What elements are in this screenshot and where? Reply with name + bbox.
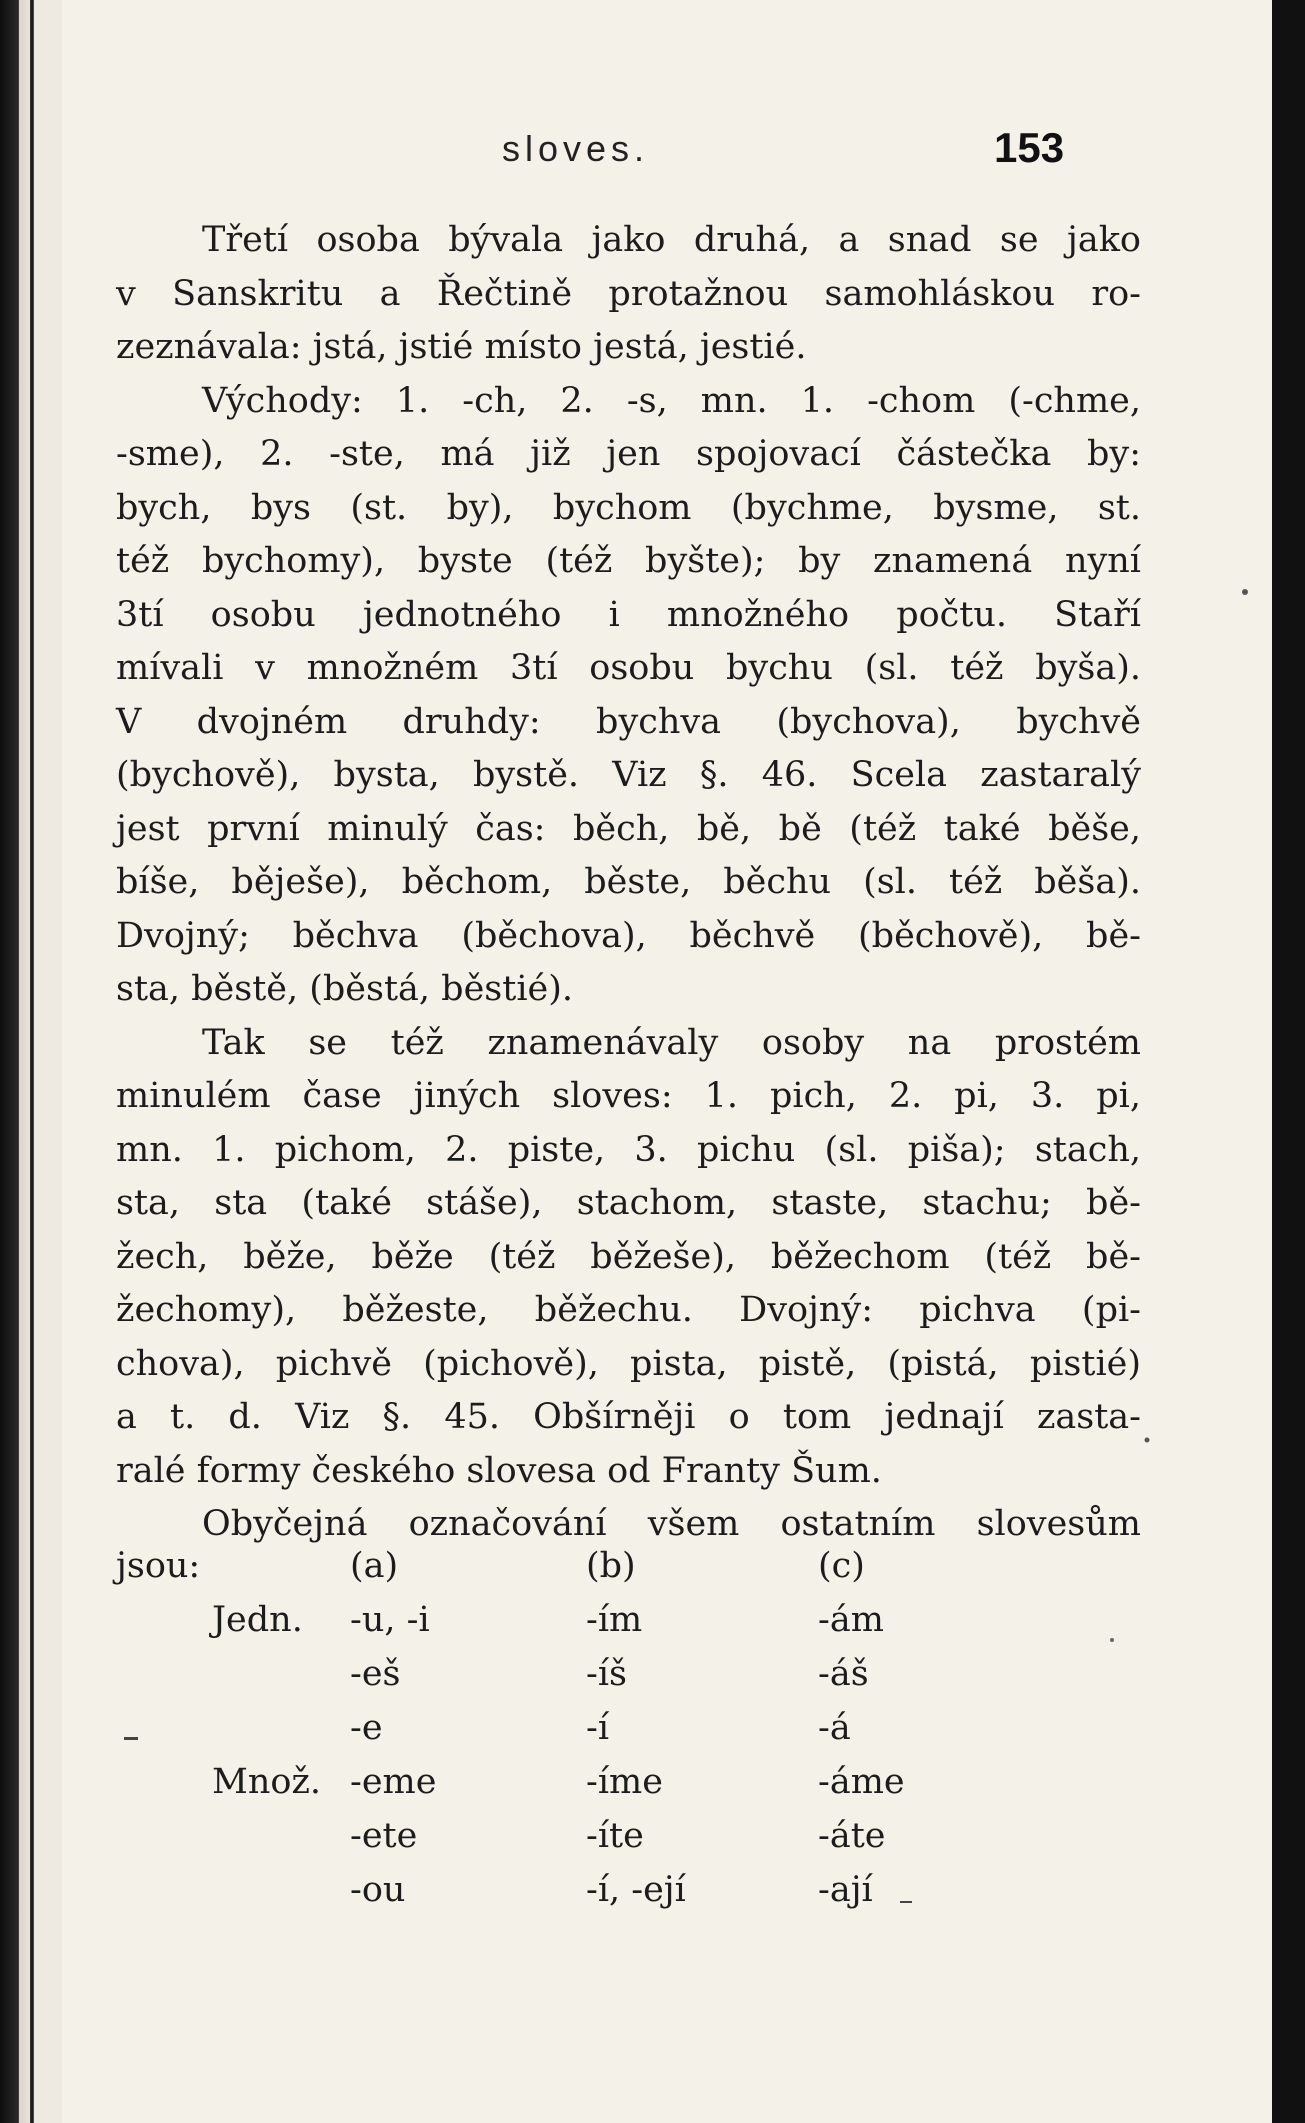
text-line: v Sanskritu a Řečtině protažnou samohláskou ro- [116, 273, 1141, 314]
text-line: též bychomy), byste (též byšte); by znamená nyní [116, 541, 1141, 581]
ending-a: -eš [350, 1654, 401, 1694]
ending-b: -ím [586, 1600, 643, 1640]
row-label: Jedn. [212, 1600, 303, 1640]
ending-c: -ají [818, 1870, 873, 1910]
ending-b: -í, -ejí [586, 1870, 686, 1910]
scan-border [1272, 0, 1305, 2123]
ending-b: -íte [586, 1816, 644, 1856]
ending-a: -e [350, 1708, 383, 1748]
ending-b: -í [586, 1708, 610, 1748]
text-line: (bychově), bysta, bystě. Viz §. 46. Scela zastaralý [116, 755, 1141, 795]
text-line: bíše, běješe), běchom, běste, běchu (sl. též běša). [116, 862, 1141, 902]
text-line: jest první minulý čas: běch, bě, bě (též také běše, [116, 808, 1141, 849]
text-line: zeznávala: jstá, jstié místo jestá, jestié. [116, 327, 807, 367]
ending-a: -ete [350, 1816, 418, 1856]
book-page [62, 0, 1272, 2123]
ending-b: -íš [586, 1654, 627, 1694]
text-line: žechomy), běžeste, běžechu. Dvojný: pichva (pi- [116, 1290, 1141, 1330]
text-line: bych, bys (st. by), bychom (bychme, bysme, st. [116, 487, 1141, 528]
ending-b: -íme [586, 1762, 663, 1802]
page-number: 153 [994, 124, 1065, 171]
ending-c: -áte [818, 1816, 886, 1856]
text-line: mn. 1. pichom, 2. piste, 3. pichu (sl. piša); stach, [116, 1129, 1141, 1170]
column-header-c: (c) [818, 1546, 865, 1586]
text-line: Dvojný; běchva (běchova), běchvě (běchově), bě- [116, 915, 1141, 956]
text-line: V dvojném druhdy: bychva (bychova), bychvě [116, 701, 1141, 742]
text-line: 3tí osobu jednotného i množného počtu. Staří [116, 594, 1141, 635]
book-gutter [0, 0, 62, 2123]
ending-c: -áme [818, 1762, 905, 1802]
text-line: -sme), 2. -ste, má již jen spojovací částečka by: [116, 434, 1141, 474]
column-header-a: (a) [350, 1546, 399, 1586]
text-line: mívali v množném 3tí osobu bychu (sl. též byša). [116, 648, 1141, 688]
text-line: Třetí osoba bývala jako druhá, a snad se jako [202, 220, 1141, 260]
column-header-b: (b) [586, 1546, 636, 1586]
text-line: a t. d. Viz §. 45. Obšírněji o tom jednají zasta- [116, 1397, 1141, 1437]
ending-c: -áš [818, 1654, 869, 1694]
text-line: Východy: 1. -ch, 2. -s, mn. 1. -chom (-chme, [202, 380, 1141, 421]
ending-a: -ou [350, 1870, 406, 1910]
running-head: sloves. [502, 128, 650, 169]
text-line: chova), pichvě (pichově), pista, pistě, (pistá, pistié) [116, 1343, 1141, 1384]
text-line: Tak se též znamenávaly osoby na prostém [202, 1022, 1141, 1063]
scan-specks [62, 0, 1272, 2123]
ending-a: -eme [350, 1762, 437, 1802]
text-line: ralé formy českého slovesa od Franty Šum. [116, 1450, 882, 1491]
text-line: minulém čase jiných sloves: 1. pich, 2. pi, 3. pi, [116, 1076, 1141, 1116]
text-line: žech, běže, běže (též běžeše), běžechom (též bě- [116, 1236, 1141, 1277]
table-corner: jsou: [116, 1546, 201, 1586]
ending-a: -u, -i [350, 1600, 430, 1640]
row-label: Množ. [212, 1762, 322, 1802]
text-line: Obyčejná označování všem ostatním slovesům [202, 1504, 1141, 1544]
ending-c: -ám [818, 1600, 884, 1640]
ending-c: -á [818, 1708, 851, 1748]
text-line: sta, sta (také stáše), stachom, staste, stachu; bě- [116, 1183, 1141, 1223]
text-line: sta, běstě, (běstá, běstié). [116, 969, 573, 1009]
